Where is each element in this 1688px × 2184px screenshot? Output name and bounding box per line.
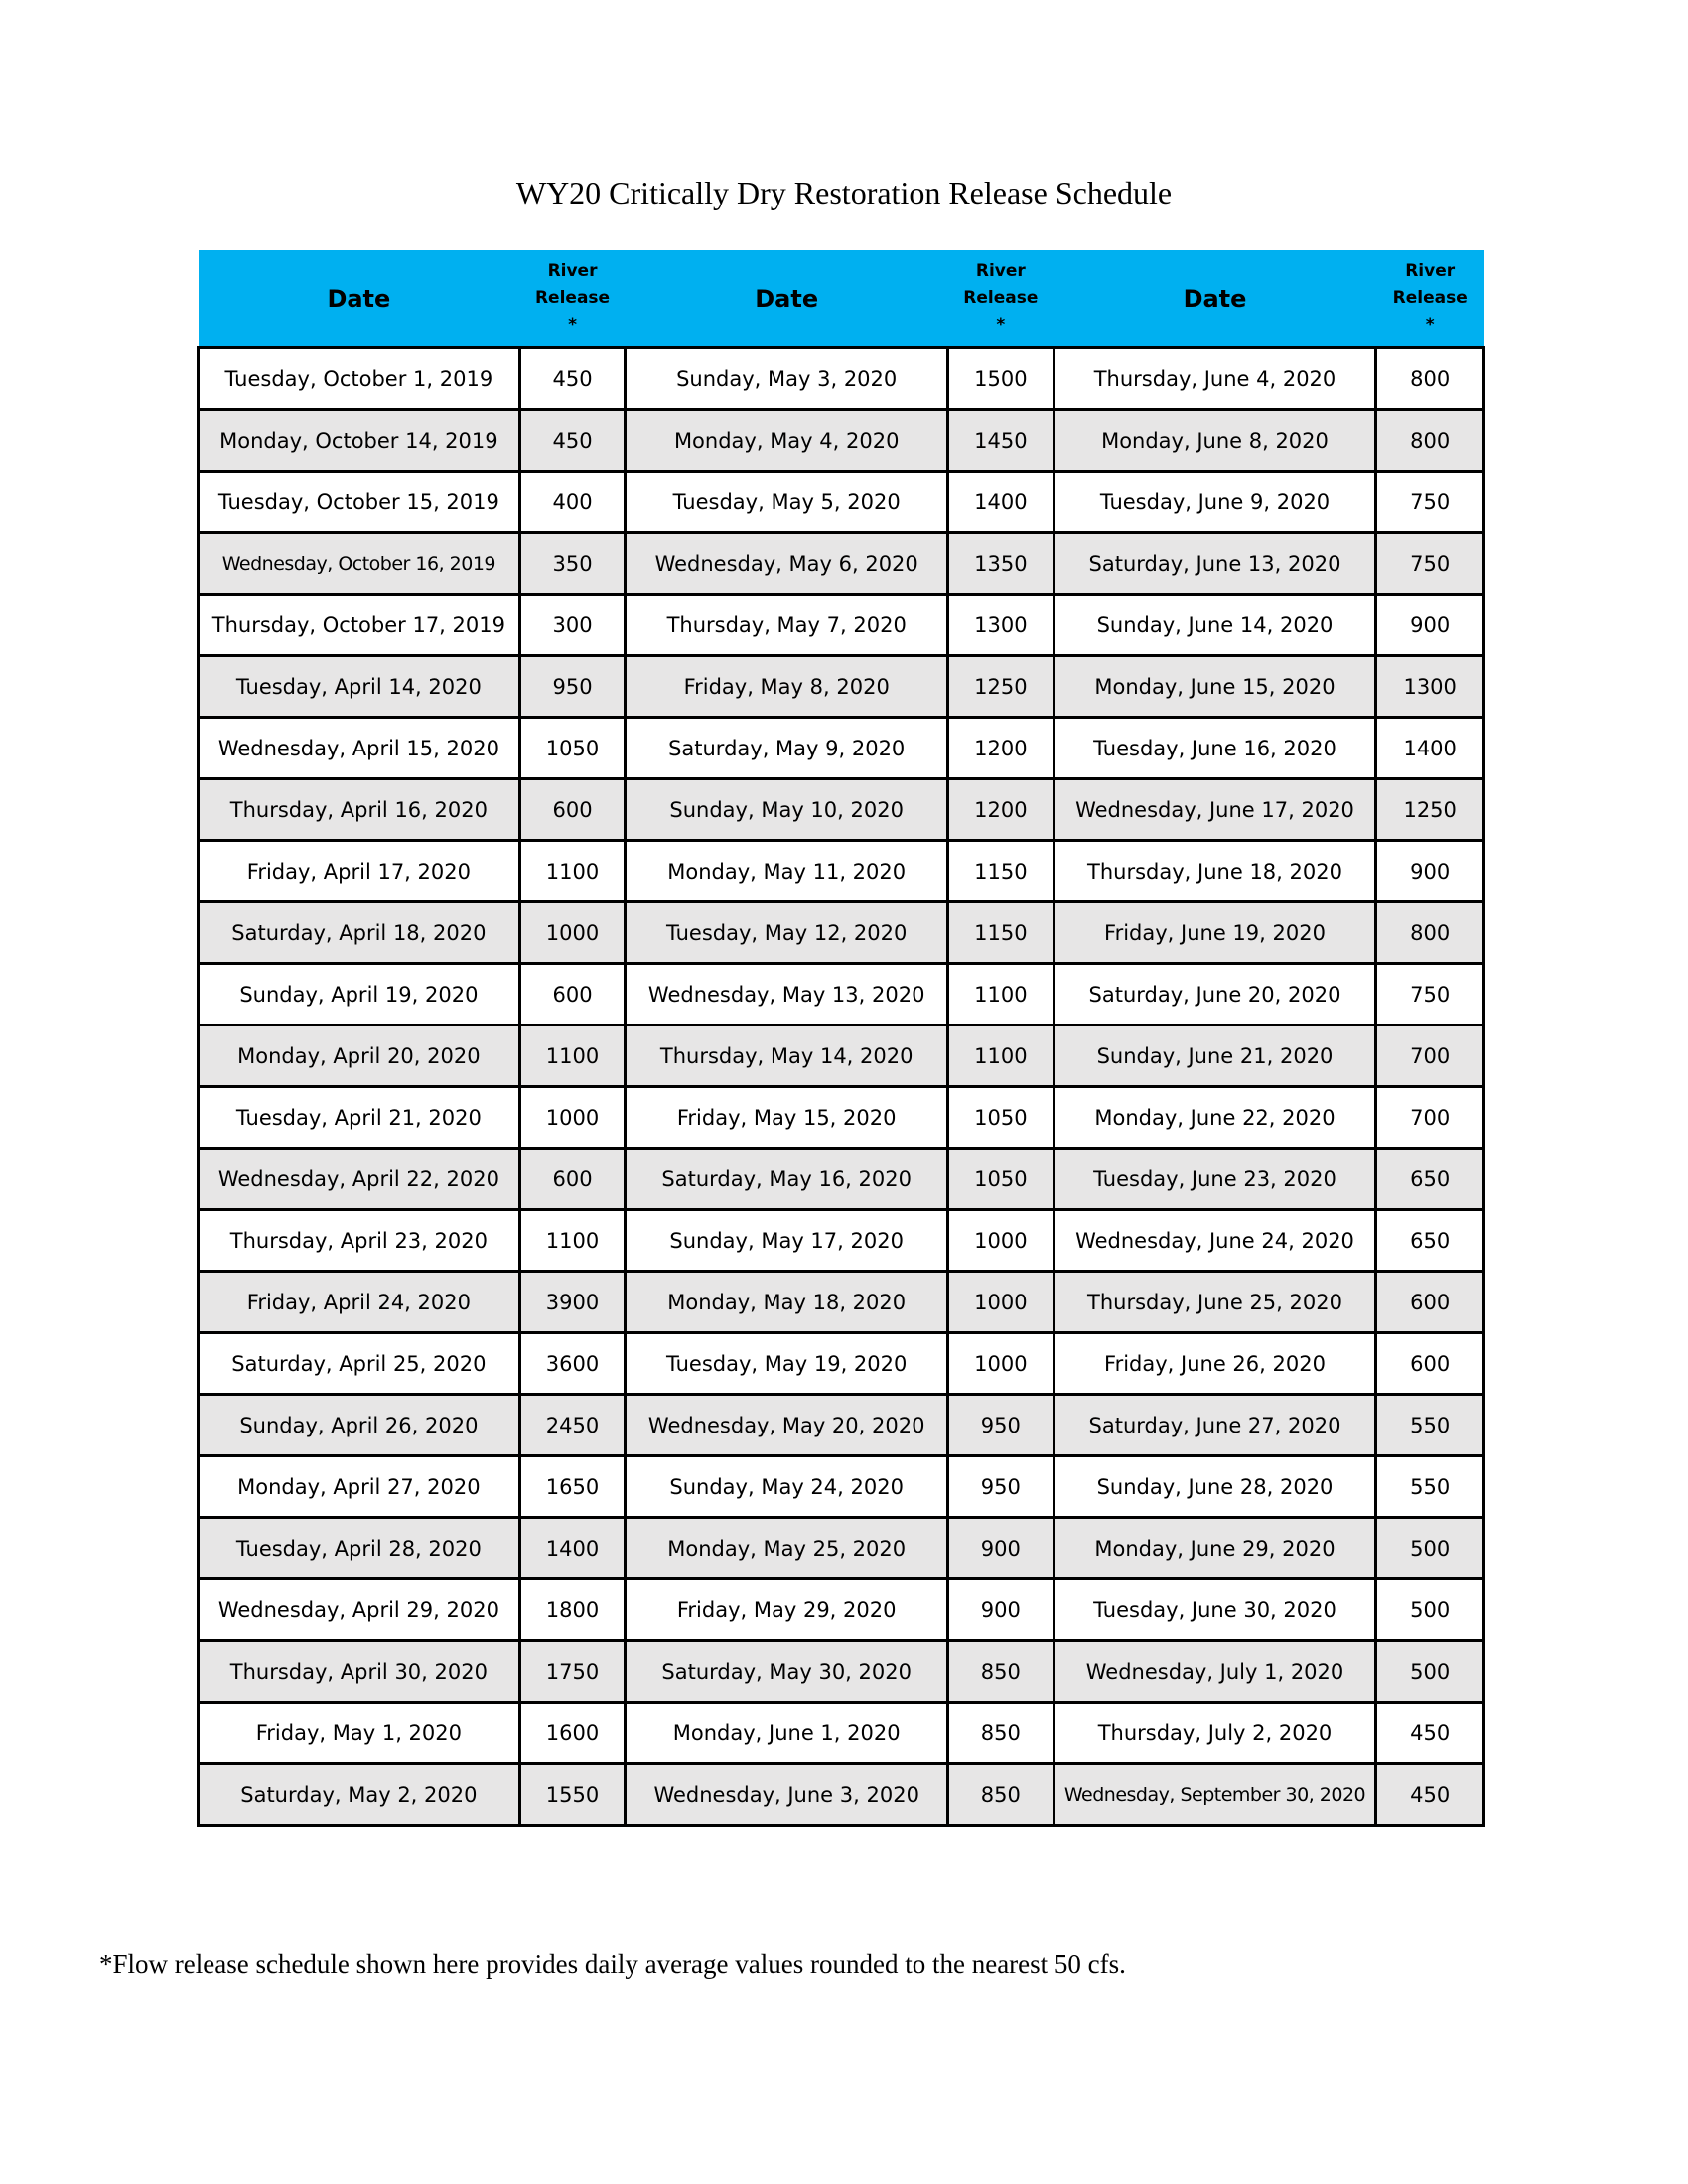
river-release-cell: 3600 xyxy=(519,1333,626,1395)
date-cell: Wednesday, April 22, 2020 xyxy=(199,1149,520,1210)
date-cell: Saturday, May 30, 2020 xyxy=(626,1641,948,1703)
river-release-cell: 500 xyxy=(1376,1518,1484,1579)
river-release-cell: 1250 xyxy=(948,656,1055,718)
table-row xyxy=(199,410,1484,472)
date-cell: Saturday, June 20, 2020 xyxy=(1054,964,1376,1025)
table-row xyxy=(199,1333,1484,1395)
date-cell: Tuesday, October 1, 2019 xyxy=(199,348,520,410)
page-title: WY20 Critically Dry Restoration Release Schedule xyxy=(515,175,1173,210)
date-cell: Friday, May 1, 2020 xyxy=(199,1703,520,1764)
river-release-cell: 600 xyxy=(519,964,626,1025)
date-column-header-2: Date xyxy=(626,250,948,348)
date-cell: Monday, May 25, 2020 xyxy=(626,1518,948,1579)
table-row xyxy=(199,1579,1484,1641)
river-release-cell: 850 xyxy=(948,1641,1055,1703)
date-cell: Thursday, June 4, 2020 xyxy=(1054,348,1376,410)
date-cell: Monday, April 27, 2020 xyxy=(199,1456,520,1518)
date-cell: Sunday, June 28, 2020 xyxy=(1054,1456,1376,1518)
river-release-cell: 1000 xyxy=(948,1272,1055,1333)
river-release-cell: 700 xyxy=(1376,1025,1484,1087)
river-release-cell: 1200 xyxy=(948,718,1055,779)
river-release-cell: 700 xyxy=(1376,1087,1484,1149)
river-release-column-header-2 xyxy=(948,250,1055,348)
river-release-column-header-1 xyxy=(519,250,626,348)
river-release-cell: 1100 xyxy=(519,1210,626,1272)
river-release-cell: 800 xyxy=(1376,410,1484,472)
date-cell: Sunday, June 21, 2020 xyxy=(1054,1025,1376,1087)
date-cell: Monday, May 11, 2020 xyxy=(626,841,948,902)
river-release-cell: 1800 xyxy=(519,1579,626,1641)
table-row xyxy=(199,595,1484,656)
river-release-cell: 450 xyxy=(519,410,626,472)
river-release-cell: 1000 xyxy=(948,1210,1055,1272)
river-release-cell: 450 xyxy=(1376,1703,1484,1764)
date-cell: Wednesday, May 20, 2020 xyxy=(626,1395,948,1456)
river-release-cell: 800 xyxy=(1376,348,1484,410)
river-release-cell: 800 xyxy=(1376,902,1484,964)
date-cell: Tuesday, June 30, 2020 xyxy=(1054,1579,1376,1641)
date-cell: Friday, April 24, 2020 xyxy=(199,1272,520,1333)
date-cell: Thursday, April 16, 2020 xyxy=(199,779,520,841)
river-release-cell: 900 xyxy=(948,1579,1055,1641)
table-row xyxy=(199,1210,1484,1272)
river-release-cell: 1750 xyxy=(519,1641,626,1703)
date-cell: Friday, May 8, 2020 xyxy=(626,656,948,718)
table-row xyxy=(199,1149,1484,1210)
date-cell: Tuesday, April 28, 2020 xyxy=(199,1518,520,1579)
river-release-cell: 300 xyxy=(519,595,626,656)
date-cell: Monday, June 1, 2020 xyxy=(626,1703,948,1764)
date-cell: Sunday, May 3, 2020 xyxy=(626,348,948,410)
river-release-cell: 1150 xyxy=(948,841,1055,902)
river-release-cell: 1000 xyxy=(519,1087,626,1149)
date-cell: Wednesday, October 16, 2019 xyxy=(199,533,520,595)
table-row xyxy=(199,1272,1484,1333)
river-release-cell: 450 xyxy=(1376,1764,1484,1826)
river-release-header-line2: Release xyxy=(963,288,1039,308)
date-cell: Thursday, July 2, 2020 xyxy=(1054,1703,1376,1764)
date-cell: Saturday, April 25, 2020 xyxy=(199,1333,520,1395)
river-release-cell: 3900 xyxy=(519,1272,626,1333)
table-row xyxy=(199,472,1484,533)
date-cell: Saturday, May 16, 2020 xyxy=(626,1149,948,1210)
date-cell: Thursday, May 7, 2020 xyxy=(626,595,948,656)
date-cell: Monday, June 15, 2020 xyxy=(1054,656,1376,718)
river-release-cell: 1450 xyxy=(948,410,1055,472)
river-release-cell: 1100 xyxy=(948,1025,1055,1087)
date-cell: Monday, June 8, 2020 xyxy=(1054,410,1376,472)
river-release-cell: 1400 xyxy=(948,472,1055,533)
table-row xyxy=(199,1518,1484,1579)
river-release-cell: 450 xyxy=(519,348,626,410)
river-release-header-line3: * xyxy=(568,315,577,335)
date-cell: Thursday, June 18, 2020 xyxy=(1054,841,1376,902)
river-release-cell: 1400 xyxy=(519,1518,626,1579)
table-row xyxy=(199,964,1484,1025)
date-cell: Wednesday, September 30, 2020 xyxy=(1054,1764,1376,1826)
date-cell: Tuesday, April 14, 2020 xyxy=(199,656,520,718)
table-row xyxy=(199,656,1484,718)
river-release-cell: 600 xyxy=(1376,1272,1484,1333)
river-release-cell: 1500 xyxy=(948,348,1055,410)
table-row xyxy=(199,1641,1484,1703)
date-cell: Monday, April 20, 2020 xyxy=(199,1025,520,1087)
river-release-cell: 950 xyxy=(948,1456,1055,1518)
date-cell: Monday, June 22, 2020 xyxy=(1054,1087,1376,1149)
river-release-cell: 550 xyxy=(1376,1395,1484,1456)
river-release-cell: 1400 xyxy=(1376,718,1484,779)
table-row xyxy=(199,779,1484,841)
date-cell: Sunday, June 14, 2020 xyxy=(1054,595,1376,656)
table-row xyxy=(199,1764,1484,1826)
date-cell: Tuesday, October 15, 2019 xyxy=(199,472,520,533)
date-cell: Thursday, May 14, 2020 xyxy=(626,1025,948,1087)
date-cell: Sunday, May 24, 2020 xyxy=(626,1456,948,1518)
river-release-cell: 1300 xyxy=(1376,656,1484,718)
date-cell: Sunday, April 19, 2020 xyxy=(199,964,520,1025)
date-column-header-1: Date xyxy=(199,250,520,348)
date-cell: Sunday, May 17, 2020 xyxy=(626,1210,948,1272)
table-row xyxy=(199,1395,1484,1456)
river-release-cell: 900 xyxy=(1376,841,1484,902)
river-release-cell: 1200 xyxy=(948,779,1055,841)
river-release-cell: 1600 xyxy=(519,1703,626,1764)
date-cell: Monday, May 18, 2020 xyxy=(626,1272,948,1333)
river-release-cell: 900 xyxy=(1376,595,1484,656)
river-release-cell: 750 xyxy=(1376,472,1484,533)
river-release-cell: 2450 xyxy=(519,1395,626,1456)
date-cell: Sunday, May 10, 2020 xyxy=(626,779,948,841)
river-release-cell: 600 xyxy=(519,779,626,841)
date-cell: Tuesday, June 16, 2020 xyxy=(1054,718,1376,779)
date-cell: Thursday, April 23, 2020 xyxy=(199,1210,520,1272)
table-row xyxy=(199,718,1484,779)
date-cell: Thursday, June 25, 2020 xyxy=(1054,1272,1376,1333)
date-cell: Monday, May 4, 2020 xyxy=(626,410,948,472)
river-release-cell: 1050 xyxy=(948,1087,1055,1149)
river-release-cell: 1050 xyxy=(948,1149,1055,1210)
date-cell: Friday, May 29, 2020 xyxy=(626,1579,948,1641)
date-cell: Wednesday, April 29, 2020 xyxy=(199,1579,520,1641)
date-cell: Wednesday, June 24, 2020 xyxy=(1054,1210,1376,1272)
date-cell: Saturday, April 18, 2020 xyxy=(199,902,520,964)
river-release-cell: 350 xyxy=(519,533,626,595)
table-row xyxy=(199,1025,1484,1087)
date-cell: Thursday, October 17, 2019 xyxy=(199,595,520,656)
date-cell: Friday, May 15, 2020 xyxy=(626,1087,948,1149)
date-cell: Saturday, May 2, 2020 xyxy=(199,1764,520,1826)
table-row xyxy=(199,533,1484,595)
date-cell: Saturday, June 13, 2020 xyxy=(1054,533,1376,595)
river-release-header-line2: Release xyxy=(1392,288,1468,308)
date-cell: Wednesday, May 6, 2020 xyxy=(626,533,948,595)
table-row xyxy=(199,841,1484,902)
date-cell: Wednesday, June 3, 2020 xyxy=(626,1764,948,1826)
river-release-header-line1: River xyxy=(1405,261,1456,281)
date-cell: Friday, June 26, 2020 xyxy=(1054,1333,1376,1395)
date-cell: Wednesday, April 15, 2020 xyxy=(199,718,520,779)
river-release-cell: 1100 xyxy=(948,964,1055,1025)
river-release-cell: 500 xyxy=(1376,1641,1484,1703)
river-release-cell: 1050 xyxy=(519,718,626,779)
date-cell: Tuesday, June 9, 2020 xyxy=(1054,472,1376,533)
date-cell: Monday, June 29, 2020 xyxy=(1054,1518,1376,1579)
river-release-cell: 550 xyxy=(1376,1456,1484,1518)
river-release-cell: 1100 xyxy=(519,1025,626,1087)
date-cell: Saturday, May 9, 2020 xyxy=(626,718,948,779)
date-column-header-3: Date xyxy=(1054,250,1376,348)
date-cell: Friday, June 19, 2020 xyxy=(1054,902,1376,964)
table-body xyxy=(199,348,1484,1826)
date-cell: Tuesday, April 21, 2020 xyxy=(199,1087,520,1149)
river-release-cell: 1100 xyxy=(519,841,626,902)
river-release-cell: 600 xyxy=(519,1149,626,1210)
river-release-cell: 900 xyxy=(948,1518,1055,1579)
table-header-row xyxy=(199,250,1484,348)
river-release-column-header-3 xyxy=(1376,250,1484,348)
table-row xyxy=(199,1703,1484,1764)
date-cell: Friday, April 17, 2020 xyxy=(199,841,520,902)
river-release-header-line3: * xyxy=(996,315,1006,335)
river-release-cell: 400 xyxy=(519,472,626,533)
date-cell: Tuesday, June 23, 2020 xyxy=(1054,1149,1376,1210)
river-release-cell: 750 xyxy=(1376,964,1484,1025)
date-cell: Tuesday, May 5, 2020 xyxy=(626,472,948,533)
table-row xyxy=(199,902,1484,964)
date-cell: Thursday, April 30, 2020 xyxy=(199,1641,520,1703)
river-release-cell: 650 xyxy=(1376,1149,1484,1210)
river-release-header-line1: River xyxy=(975,261,1026,281)
river-release-cell: 500 xyxy=(1376,1579,1484,1641)
river-release-cell: 650 xyxy=(1376,1210,1484,1272)
date-cell: Wednesday, June 17, 2020 xyxy=(1054,779,1376,841)
table-row xyxy=(199,348,1484,410)
river-release-cell: 1300 xyxy=(948,595,1055,656)
river-release-cell: 600 xyxy=(1376,1333,1484,1395)
river-release-cell: 1250 xyxy=(1376,779,1484,841)
river-release-cell: 1150 xyxy=(948,902,1055,964)
footnote: *Flow release schedule shown here provides daily average values rounded to the nearest 50 cfs. xyxy=(99,1949,1126,1979)
river-release-cell: 1000 xyxy=(519,902,626,964)
river-release-cell: 850 xyxy=(948,1764,1055,1826)
date-cell: Saturday, June 27, 2020 xyxy=(1054,1395,1376,1456)
river-release-cell: 1550 xyxy=(519,1764,626,1826)
date-cell: Tuesday, May 19, 2020 xyxy=(626,1333,948,1395)
river-release-cell: 850 xyxy=(948,1703,1055,1764)
release-schedule-table xyxy=(197,250,1485,1827)
date-cell: Wednesday, May 13, 2020 xyxy=(626,964,948,1025)
river-release-cell: 1350 xyxy=(948,533,1055,595)
river-release-cell: 1000 xyxy=(948,1333,1055,1395)
table-row xyxy=(199,1087,1484,1149)
river-release-header-line3: * xyxy=(1425,315,1435,335)
river-release-header-line2: Release xyxy=(534,288,611,308)
river-release-cell: 950 xyxy=(948,1395,1055,1456)
date-cell: Tuesday, May 12, 2020 xyxy=(626,902,948,964)
date-cell: Sunday, April 26, 2020 xyxy=(199,1395,520,1456)
date-cell: Monday, October 14, 2019 xyxy=(199,410,520,472)
date-cell: Wednesday, July 1, 2020 xyxy=(1054,1641,1376,1703)
table-row xyxy=(199,1456,1484,1518)
river-release-cell: 750 xyxy=(1376,533,1484,595)
river-release-header-line1: River xyxy=(547,261,598,281)
river-release-cell: 1650 xyxy=(519,1456,626,1518)
river-release-cell: 950 xyxy=(519,656,626,718)
